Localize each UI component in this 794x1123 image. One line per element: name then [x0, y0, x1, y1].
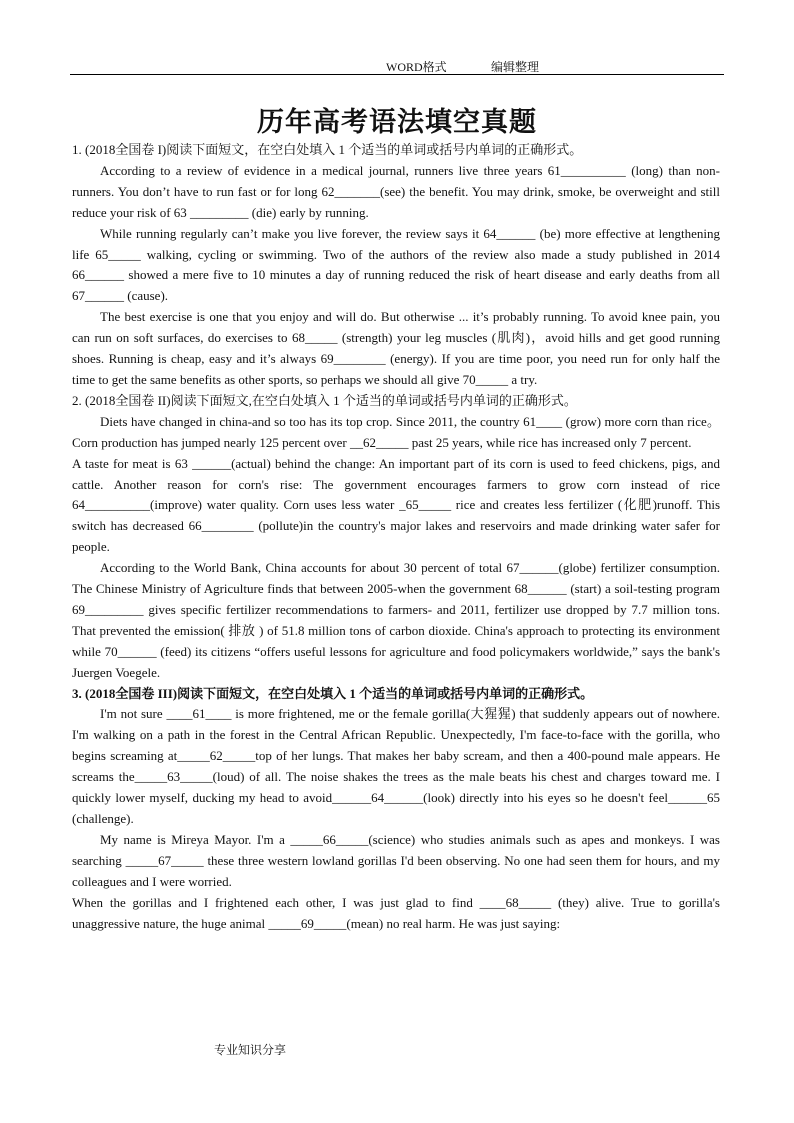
document-body [72, 140, 720, 934]
passage-paragraph: Diets have changed in china-and so too has its top crop. Since 2011, the country 61____ (grow) more corn than rice。 Corn production has jumped nearly 125 percent over __62_____ past 25 years, while rice has increased only 7 percent. [72, 413, 720, 450]
page-footer: 专业知识分享 [214, 1043, 287, 1057]
header-edit-label: 编辑整理 [491, 60, 540, 74]
passage-paragraph: According to the World Bank, China accounts for about 30 percent of total 67______(globe) fertilizer consumption. The Chinese Ministry of Agriculture finds that between 2005-when the government 68______ (start) a soil-testing program 69_________ gives specific fertilizer recommendations to farmers- and 2011, fertilizer use dropped by 7.7 million tons. That prevented the emission( 排放 ) of 51.8 million tons of carbon dioxide. China's approach to protecting its environment while 70______ (feed) its citizens “offers useful lessons for agriculture and food policymakers worldwide,” says the bank's Juergen Voegele. [72, 560, 720, 680]
passage-paragraph: When the gorillas and I frightened each other, I was just glad to find ____68_____ (they) alive. True to gorilla's unaggressive nature, the huge animal _____69_____(mean) no real harm. He was just saying: [72, 894, 720, 931]
passage-paragraph: A taste for meat is 63 ______(actual) behind the change: An important part of its corn is used to feed chickens, pigs, and cattle. Another reason for corn's rise: The government encourages farmers to grow corn instead of rice 64__________(improve) water quality. Corn uses less water _65_____ rice and creates less fertilizer (化肥)runoff. This switch has decreased 66________ (pollute)in the country's major lakes and reservoirs and made drinking water safer for people. [72, 455, 720, 555]
header-rule [70, 74, 724, 75]
passage-paragraph: The best exercise is one that you enjoy and will do. But otherwise ... it’s probably running. To avoid knee pain, you can run on soft surfaces, do exercises to 68_____ (strength) your leg muscles (肌肉)，avoid hills and get good running shoes. Running is cheap, easy and it’s always 69________ (energy). If you are time poor, you need run for only half the time to get the same benefits as other sports, so perhaps we should all give 70_____ a try. [72, 309, 720, 387]
document-title: 历年高考语法填空真题 [257, 107, 537, 137]
passage-paragraph: According to a review of evidence in a medical journal, runners live three years 61__________ (long) than non-runners. You don’t have to run fast or for long 62_______(see) the benefit. You may drink, smoke, be overweight and still reduce your risk of 63 _________ (die) early by running. [72, 162, 720, 220]
passage-paragraph: While running regularly can’t make you live forever, the review says it 64______ (be) more effective at lengthening life 65_____ walking, cycling or swimming. Two of the authors of the review also made a study published in 2014 66______ showed a mere five to 10 minutes a day of running reduced the risk of heart disease and early deaths from all 67______ (cause). [72, 225, 720, 304]
question-heading: 3. (2018全国卷 III)阅读下面短文，在空白处填入 1 个适当的单词或括号内单词的正确形式。 [72, 685, 594, 701]
passage-paragraph: My name is Mireya Mayor. I'm a _____66_____(science) who studies animals such as apes and monkeys. I was searching _____67_____ these three western lowland gorillas I'd been observing. No one had seen them for hours, and my colleagues and I were worried. [72, 831, 720, 889]
question-heading: 2. (2018全国卷 II)阅读下面短文,在空白处填入 1 个适当的单词或括号内单词的正确形式。 [72, 392, 577, 408]
passage-paragraph: I'm not sure ____61____ is more frightened, me or the female gorilla(大猩猩) that suddenly appears out of nowhere. I'm walking on a path in the forest in the Central African Republic. Unexpectedly, I'm face-to-face with the gorilla, who begins screaming at_____62_____top of her lungs. That makes her baby scream, and then a 400-pound male appears. He screams the_____63_____(loud) of all. The noise shakes the trees as the male beats his chest and charges toward me. I quickly lower myself, ducking my head to avoid______64______(look) directly into his eyes so he doesn't feel______65 (challenge). [72, 706, 720, 826]
header-format-label: WORD格式 [386, 60, 447, 74]
question-heading: 1. (2018全国卷 I)阅读下面短文，在空白处填入 1 个适当的单词或括号内单词的正确形式。 [72, 142, 583, 157]
